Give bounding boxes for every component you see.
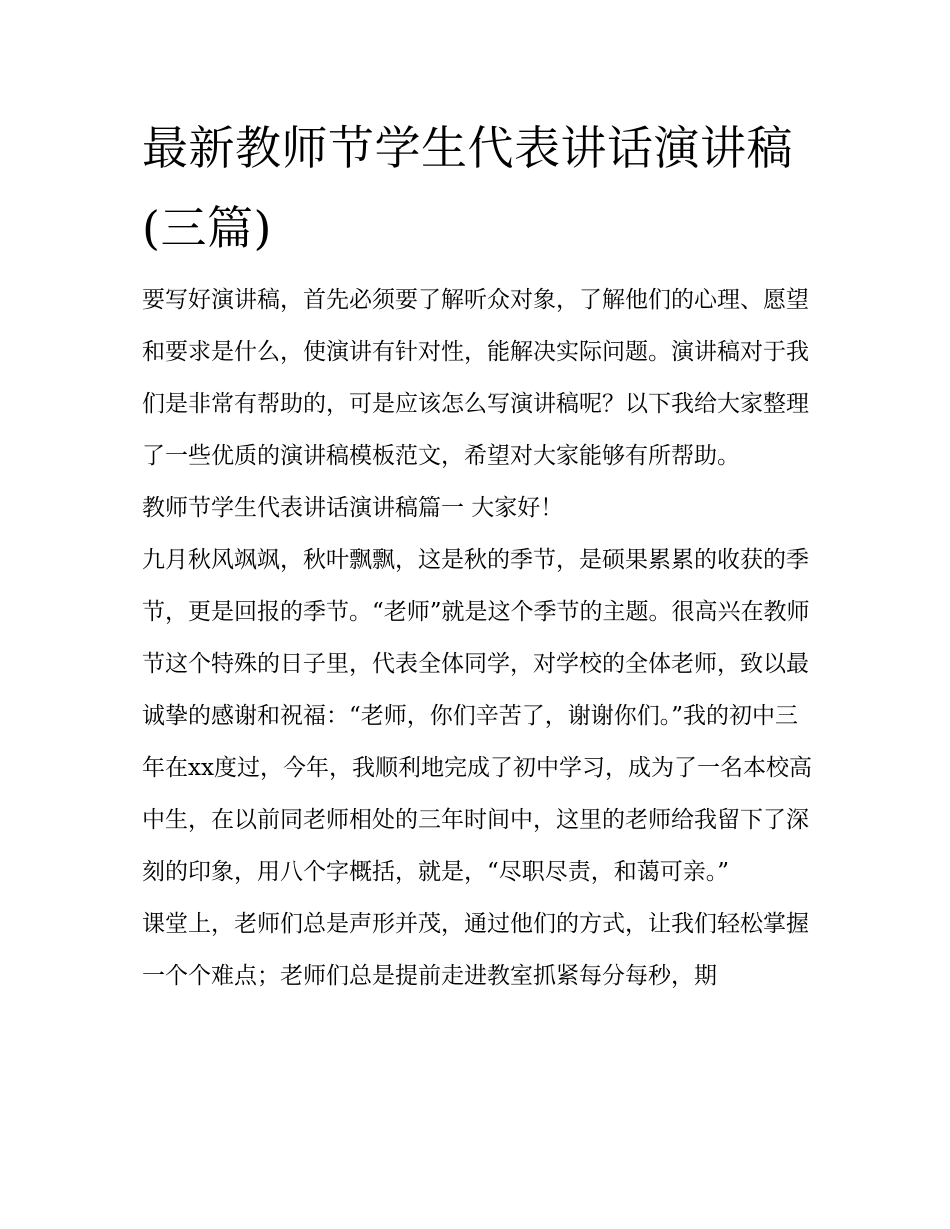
document-title: 最新教师节学生代表讲话演讲稿(三篇) [142,121,793,255]
body-paragraph: 课堂上，老师们总是声形并茂，通过他们的方式，让我们轻松掌握一个个难点；老师们总是提前走进教室抓紧每分每秒，期 [142,911,809,989]
body-paragraph: 九月秋风飒飒，秋叶飘飘，这是秋的季节，是硕果累累的收获的季节，更是回报的季节。“老师”就是这个季节的主题。很高兴在教师节这个特殊的日子里，代表全体同学，对学校的全体老师，致以最诚挚的感谢和祝福：“老师，你们辛苦了，谢谢你们。”我的初中三年在xx度过，今年，我顺利地完成了初中学习，成为了一名本校高中生，在以前同老师相处的三年时间中，这里的老师给我留下了深刻的印象，用八个字概括，就是，“尽职尽责，和蔼可亲。” [142,547,812,885]
section-heading-paragraph: 教师节学生代表讲话演讲稿篇一 大家好！ [142,495,564,521]
document-body [142,108,814,1002]
intro-paragraph: 要写好演讲稿，首先必须要了解听众对象，了解他们的心理、愿望和要求是什么，使演讲有针对性，能解决实际问题。演讲稿对于我们是非常有帮助的，可是应该怎么写演讲稿呢？以下我给大家整理了一些优质的演讲稿模板范文，希望对大家能够有所帮助。 [142,287,809,469]
